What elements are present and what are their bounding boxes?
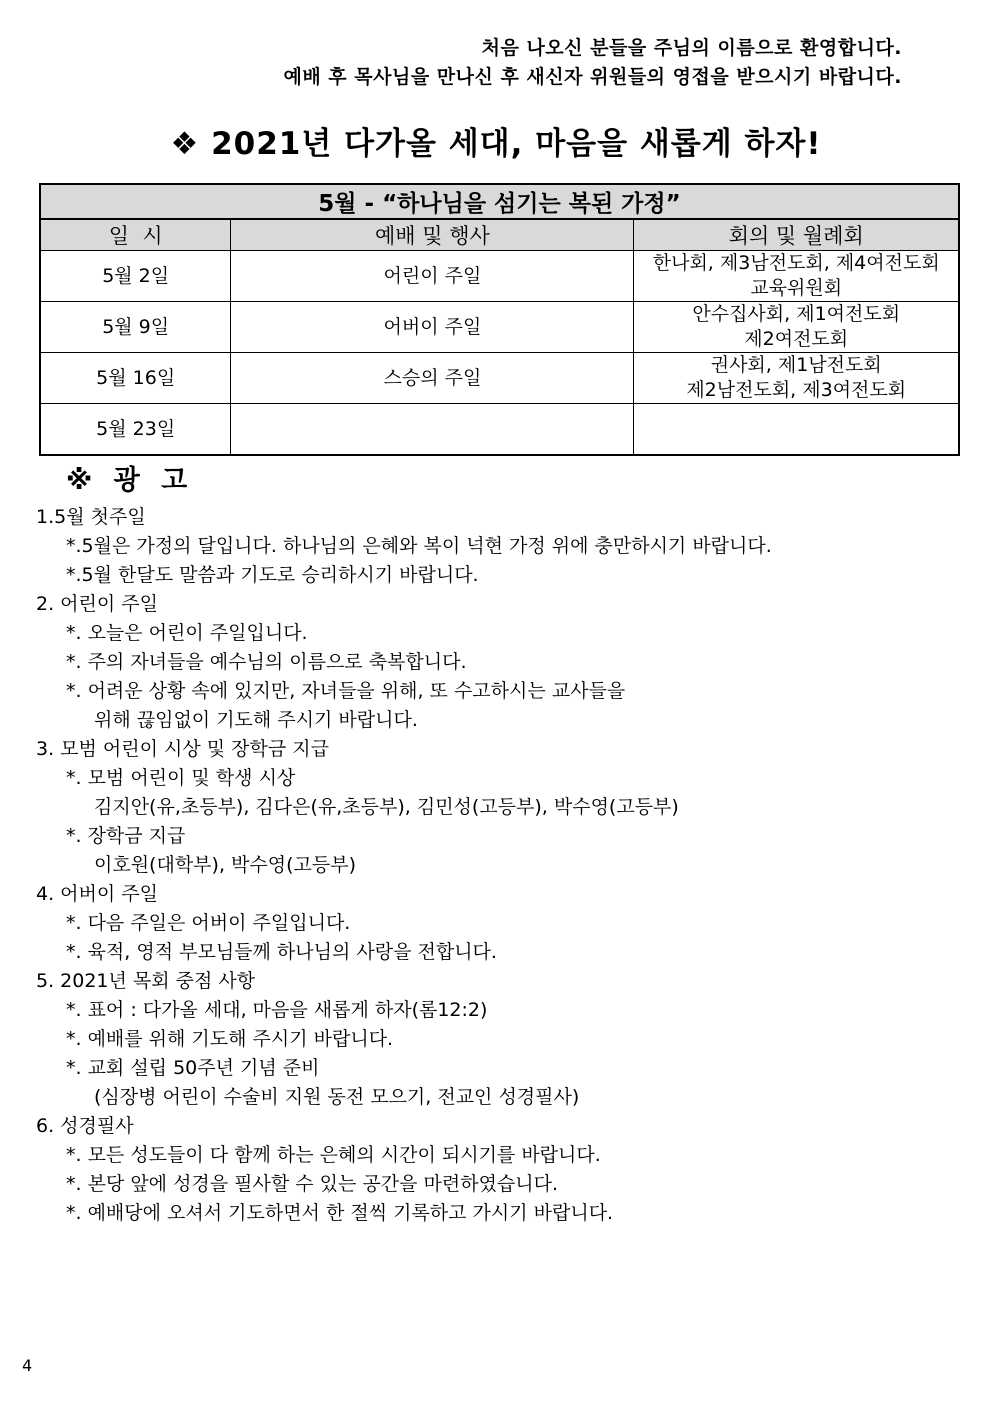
notice-line: *. 모든 성도들이 다 함께 하는 은혜의 시간이 되시기를 바랍니다. (66, 1144, 601, 1166)
table-caption-row (40, 184, 959, 219)
welcome-line-1: 처음 나오신 분들을 주님의 이름으로 환영합니다. (481, 37, 902, 59)
notice-line: *.5월은 가정의 달입니다. 하나님의 은혜와 복이 넉현 가정 위에 충만하시기 바랍니다. (66, 535, 772, 557)
table-row (40, 404, 959, 456)
meeting-line: 제2남전도회, 제3여전도회 (686, 379, 907, 401)
cell-meeting (634, 353, 959, 404)
notice-line: *. 예배를 위해 기도해 주시기 바랍니다. (66, 1028, 394, 1050)
meeting-line: 권사회, 제1남전도회 (710, 354, 882, 376)
table-caption: 5월 - “하나님을 섬기는 복된 가정” (40, 184, 959, 219)
cell-date: 5월 2일 (40, 251, 231, 302)
cell-event: 어린이 주일 (231, 251, 634, 302)
cell-date: 5월 16일 (40, 353, 231, 404)
welcome-line-2: 예배 후 목사님을 만나신 후 새신자 위원들의 영접을 받으시기 바랍니다. (283, 66, 902, 88)
table-row (40, 251, 959, 302)
cell-event: 어버이 주일 (231, 302, 634, 353)
table-row (40, 302, 959, 353)
cell-event: 스승의 주일 (231, 353, 634, 404)
notice-line: 이호원(대학부), 박수영(고등부) (94, 854, 356, 876)
notice-line: 김지안(유,초등부), 김다은(유,초등부), 김민성(고등부), 박수영(고등부) (94, 796, 679, 818)
meeting-line: 교육위원회 (750, 277, 843, 299)
cell-meeting (634, 251, 959, 302)
notice-line: 위해 끊임없이 기도해 주시기 바랍니다. (94, 709, 418, 731)
cell-date: 5월 9일 (40, 302, 231, 353)
cell-meeting (634, 302, 959, 353)
table-header-row (40, 219, 959, 251)
notice-line: *. 모범 어린이 및 학생 시상 (66, 767, 296, 789)
notice-line: *. 다음 주일은 어버이 주일입니다. (66, 912, 351, 934)
table-row (40, 353, 959, 404)
page-number: 4 (22, 1356, 33, 1375)
notice-title: 5. 2021년 목회 중점 사항 (36, 970, 256, 992)
page-title: ❖ 2021년 다가올 세대, 마음을 새롭게 하자! (170, 126, 822, 162)
notice-title: 1.5월 첫주일 (36, 506, 146, 528)
meeting-line: 한나회, 제3남전도회, 제4여전도회 (652, 252, 940, 274)
monthly-schedule-table (39, 183, 960, 456)
notice-line: (심장병 어린이 수술비 지원 동전 모으기, 전교인 성경필사) (94, 1086, 580, 1108)
notice-line: *. 육적, 영적 부모님들께 하나님의 사랑을 전합니다. (66, 941, 497, 963)
header-worship: 예배 및 행사 (231, 219, 634, 251)
notice-line: *. 본당 앞에 성경을 필사할 수 있는 공간을 마련하였습니다. (66, 1173, 559, 1195)
announcements-heading: ※ 광 고 (66, 465, 194, 496)
meeting-line: 제2여전도회 (744, 328, 849, 350)
notice-title: 6. 성경필사 (36, 1115, 134, 1137)
notice-line: *. 주의 자녀들을 예수님의 이름으로 축복합니다. (66, 651, 467, 673)
notice-line: *.5월 한달도 말씀과 기도로 승리하시기 바랍니다. (66, 564, 479, 586)
header-meeting: 회의 및 월례회 (634, 219, 959, 251)
cell-meeting (634, 404, 959, 456)
notice-line: *. 교회 설립 50주년 기념 준비 (66, 1057, 320, 1079)
welcome-message (283, 34, 902, 92)
cell-event (231, 404, 634, 456)
notice-line: *. 예배당에 오셔서 기도하면서 한 절씩 기록하고 가시기 바랍니다. (66, 1202, 614, 1224)
header-date: 일 시 (40, 219, 231, 251)
cell-date: 5월 23일 (40, 404, 231, 456)
notice-line: *. 어려운 상황 속에 있지만, 자녀들을 위해, 또 수고하시는 교사들을 (66, 680, 626, 702)
notice-title: 2. 어린이 주일 (36, 593, 158, 615)
meeting-line: 안수집사회, 제1여전도회 (692, 303, 901, 325)
announcements-list (36, 503, 956, 1228)
notice-title: 4. 어버이 주일 (36, 883, 158, 905)
notice-title: 3. 모범 어린이 시상 및 장학금 지급 (36, 738, 329, 760)
notice-line: *. 표어 : 다가올 세대, 마음을 새롭게 하자(롬12:2) (66, 999, 488, 1021)
notice-line: *. 오늘은 어린이 주일입니다. (66, 622, 308, 644)
notice-line: *. 장학금 지급 (66, 825, 186, 847)
